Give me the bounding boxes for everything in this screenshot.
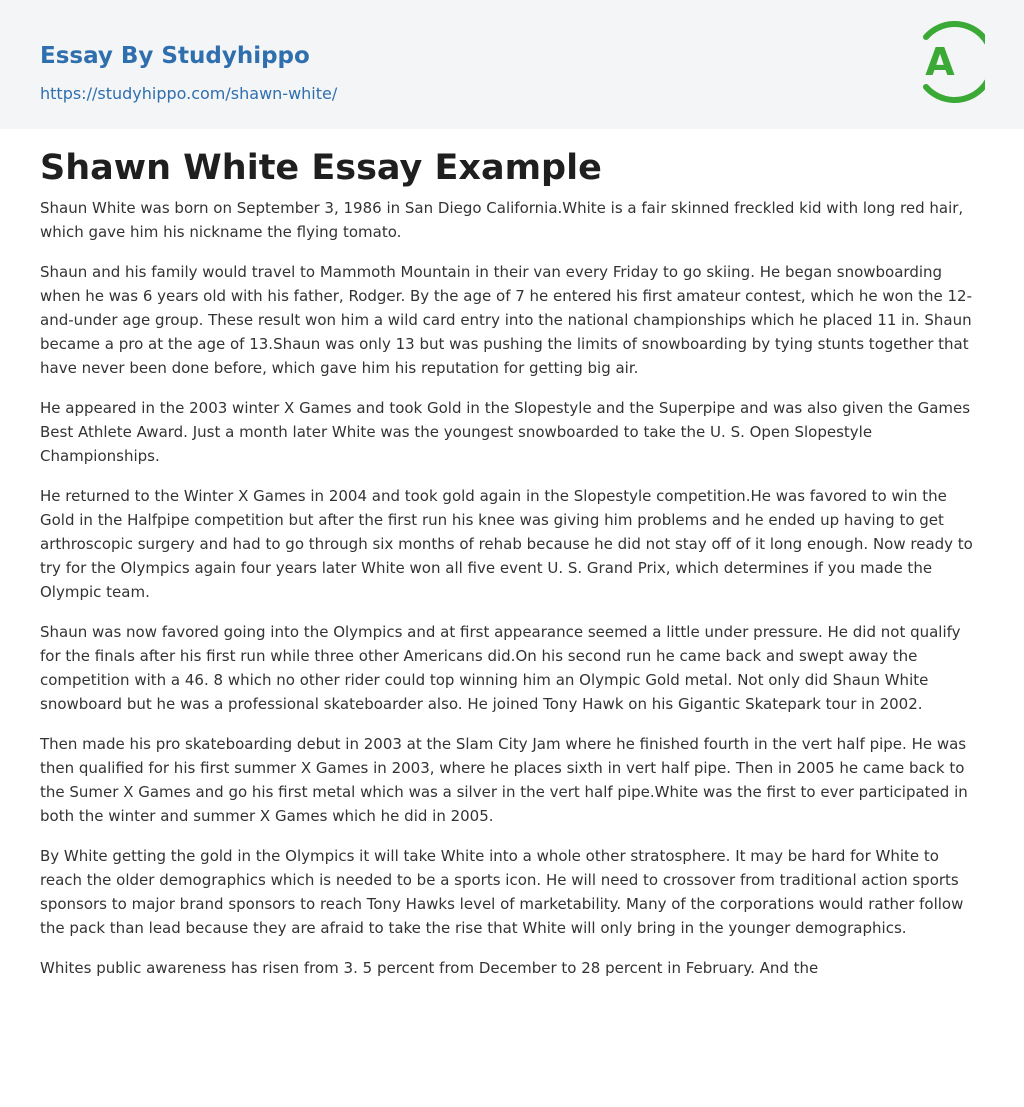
studyhippo-a-logo-icon[interactable]: [913, 20, 985, 104]
essay-paragraph-7: By White getting the gold in the Olympics it will take White into a whole other stratosphere. It may be hard for White to reach the older demographics which is needed to be a sports icon. He will need to crossover from traditional action sports sponsors to major brand sponsors to reach Tony Hawks level of marketability. Many of the corporations would rather follow the pack than lead because they are afraid to take the rise that White will only bring in the younger demographics.: [40, 847, 964, 937]
page-header: [0, 0, 1024, 129]
essay-paragraph-4: He returned to the Winter X Games in 2004 and took gold again in the Slopestyle competition.He was favored to win the Gold in the Halfpipe competition but after the first run his knee was giving him problems and he ended up having to get arthroscopic surgery and had to go through six months of rehab because he did not stay off of it long enough. Now ready to try for the Olympics again four years later White won all five event U. S. Grand Prix, which determines if you made the Olympic team.: [40, 487, 973, 601]
essay-title: Shawn White Essay Example: [40, 148, 602, 188]
logo-letter: A: [925, 40, 955, 84]
essay-paragraph-8: Whites public awareness has risen from 3. 5 percent from December to 28 percent in February. And the: [40, 959, 819, 977]
essay-paragraph-1: Shaun White was born on September 3, 1986 in San Diego California.White is a fair skinned freckled kid with long red hair, which gave him his nickname the flying tomato.: [40, 199, 964, 241]
essay-content: [40, 146, 984, 996]
essay-body: [40, 196, 984, 980]
brand-title: Essay By Studyhippo: [40, 43, 310, 69]
essay-paragraph-6: Then made his pro skateboarding debut in 2003 at the Slam City Jam where he finished fourth in the vert half pipe. He was then qualified for his first summer X Games in 2003, where he places sixth in vert half pipe. Then in 2005 he came back to the Sumer X Games and go his first metal which was a silver in the vert half pipe.White was the first to ever participated in both the winter and summer X Games which he did in 2005.: [40, 735, 968, 825]
essay-paragraph-5: Shaun was now favored going into the Olympics and at first appearance seemed a little under pressure. He did not qualify for the finals after his first run while three other Americans did.On his second run he came back and swept away the competition with a 46. 8 which no other rider could top winning him an Olympic Gold metal. Not only did Shaun White snowboard but he was a professional skateboarder also. He joined Tony Hawk on his Gigantic Skatepark tour in 2002.: [40, 623, 961, 713]
essay-paragraph-3: He appeared in the 2003 winter X Games and took Gold in the Slopestyle and the Superpipe and was also given the Games Best Athlete Award. Just a month later White was the youngest snowboarded to take the U. S. Open Slopestyle Championships.: [40, 399, 971, 465]
essay-paragraph-2: Shaun and his family would travel to Mammoth Mountain in their van every Friday to go skiing. He began snowboarding when he was 6 years old with his father, Rodger. By the age of 7 he entered his first amateur contest, which he won the 12-and-under age group. These result won him a wild card entry into the national championships which he placed 11 in. Shaun became a pro at the age of 13.Shaun was only 13 but was pushing the limits of snowboarding by tying stunts together that have never been done before, which gave him his reputation for getting big air.: [40, 263, 972, 377]
source-url-link[interactable]: https://studyhippo.com/shawn-white/: [40, 84, 338, 103]
